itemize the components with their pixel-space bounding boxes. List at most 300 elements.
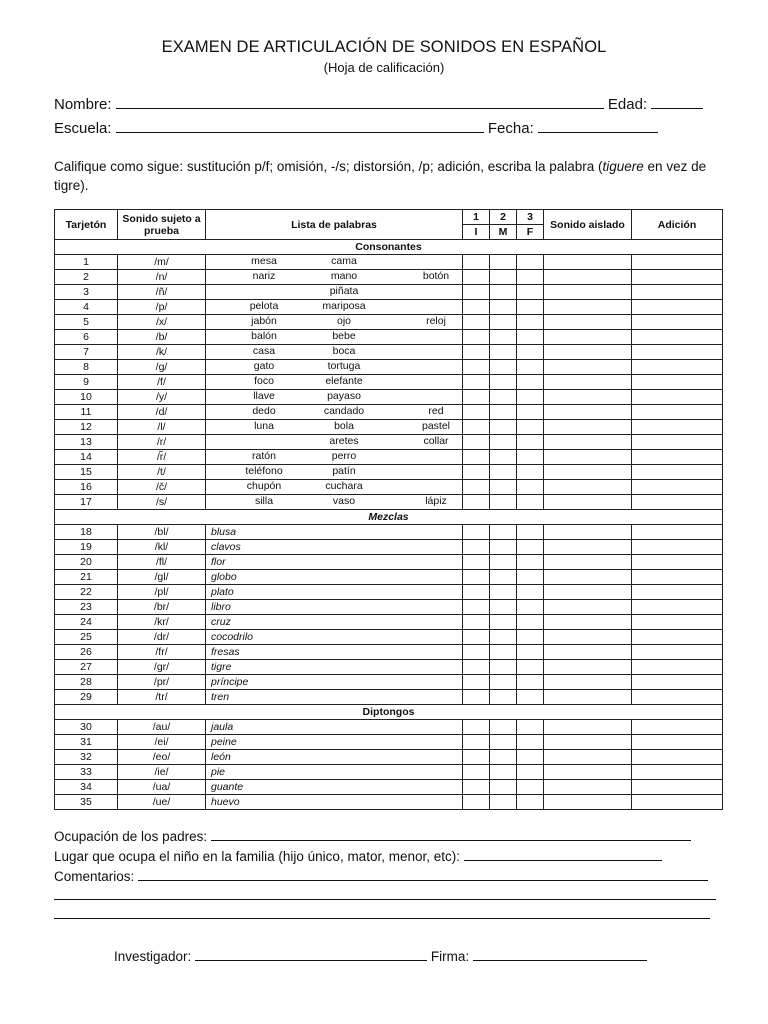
score-medial[interactable] xyxy=(490,375,517,390)
score-medial[interactable] xyxy=(490,630,517,645)
score-initial[interactable] xyxy=(463,795,490,810)
score-medial[interactable] xyxy=(490,645,517,660)
sonido-aislado-cell[interactable] xyxy=(544,600,632,615)
sound-symbol: /dr/ xyxy=(118,630,206,645)
score-medial[interactable] xyxy=(490,780,517,795)
score-medial[interactable] xyxy=(490,660,517,675)
table-row xyxy=(55,300,723,315)
score-medial[interactable] xyxy=(490,675,517,690)
score-medial[interactable] xyxy=(490,255,517,270)
score-medial[interactable] xyxy=(490,330,517,345)
tarjeton-number: 27 xyxy=(55,660,118,675)
adicion-cell[interactable] xyxy=(632,270,723,285)
table-row xyxy=(55,375,723,390)
sonido-aislado-cell[interactable] xyxy=(544,780,632,795)
tarjeton-number: 33 xyxy=(55,765,118,780)
escuela-fecha-row xyxy=(54,118,658,137)
sound-symbol: /bl/ xyxy=(118,525,206,540)
sonido-aislado-cell[interactable] xyxy=(544,765,632,780)
score-final[interactable] xyxy=(517,435,544,450)
sonido-aislado-cell[interactable] xyxy=(544,555,632,570)
word-list xyxy=(206,495,463,510)
sonido-aislado-cell[interactable] xyxy=(544,750,632,765)
score-final[interactable] xyxy=(517,720,544,735)
sonido-aislado-cell[interactable] xyxy=(544,450,632,465)
word: fresas xyxy=(211,645,240,658)
score-final[interactable] xyxy=(517,660,544,675)
table-row xyxy=(55,285,723,300)
adicion-cell[interactable] xyxy=(632,765,723,780)
adicion-cell[interactable] xyxy=(632,795,723,810)
score-final[interactable] xyxy=(517,390,544,405)
adicion-cell[interactable] xyxy=(632,315,723,330)
word: piñata xyxy=(329,285,359,297)
table-row xyxy=(55,675,723,690)
word: boca xyxy=(332,345,356,357)
tarjeton-number: 10 xyxy=(55,390,118,405)
table-row xyxy=(55,735,723,750)
word: reloj xyxy=(426,315,446,327)
score-medial[interactable] xyxy=(490,570,517,585)
adicion-cell[interactable] xyxy=(632,405,723,420)
score-initial[interactable] xyxy=(463,405,490,420)
header-tarjeton: Tarjetón xyxy=(55,210,118,240)
adicion-cell[interactable] xyxy=(632,375,723,390)
sound-symbol: /č/ xyxy=(118,480,206,495)
score-medial[interactable] xyxy=(490,585,517,600)
score-medial[interactable] xyxy=(490,270,517,285)
nombre-edad-row xyxy=(54,94,703,113)
sonido-aislado-cell[interactable] xyxy=(544,420,632,435)
score-initial[interactable] xyxy=(463,570,490,585)
score-final[interactable] xyxy=(517,750,544,765)
score-initial[interactable] xyxy=(463,435,490,450)
word-list xyxy=(206,270,463,285)
score-final[interactable] xyxy=(517,555,544,570)
word-list xyxy=(206,450,463,465)
sonido-aislado-cell[interactable] xyxy=(544,390,632,405)
word: candado xyxy=(323,405,365,417)
score-initial[interactable] xyxy=(463,330,490,345)
score-final[interactable] xyxy=(517,330,544,345)
score-final[interactable] xyxy=(517,300,544,315)
word: balón xyxy=(251,330,277,342)
score-final[interactable] xyxy=(517,315,544,330)
sound-symbol: /fl/ xyxy=(118,555,206,570)
sonido-aislado-cell[interactable] xyxy=(544,405,632,420)
score-medial[interactable] xyxy=(490,315,517,330)
score-initial[interactable] xyxy=(463,300,490,315)
sonido-aislado-cell[interactable] xyxy=(544,540,632,555)
nombre-label: Nombre: xyxy=(54,96,112,113)
score-initial[interactable] xyxy=(463,540,490,555)
adicion-cell[interactable] xyxy=(632,360,723,375)
word: huevo xyxy=(211,795,240,808)
tarjeton-number: 15 xyxy=(55,465,118,480)
score-initial[interactable] xyxy=(463,375,490,390)
sonido-aislado-cell[interactable] xyxy=(544,375,632,390)
sonido-aislado-cell[interactable] xyxy=(544,630,632,645)
sonido-aislado-cell[interactable] xyxy=(544,330,632,345)
score-final[interactable] xyxy=(517,765,544,780)
investigador-field[interactable] xyxy=(195,946,427,961)
comentarios-field[interactable] xyxy=(138,866,708,881)
table-row xyxy=(55,525,723,540)
adicion-cell[interactable] xyxy=(632,540,723,555)
score-medial[interactable] xyxy=(490,360,517,375)
score-final[interactable] xyxy=(517,255,544,270)
word-list xyxy=(206,720,463,735)
investigador-label: Investigador: xyxy=(114,949,192,964)
tarjeton-number: 29 xyxy=(55,690,118,705)
sound-symbol: /n/ xyxy=(118,270,206,285)
table-row xyxy=(55,330,723,345)
sound-symbol: /t/ xyxy=(118,465,206,480)
score-medial[interactable] xyxy=(490,420,517,435)
word-list xyxy=(206,330,463,345)
score-final[interactable] xyxy=(517,345,544,360)
comentarios-line-2[interactable] xyxy=(54,899,716,900)
tarjeton-number: 24 xyxy=(55,615,118,630)
score-medial[interactable] xyxy=(490,690,517,705)
table-row xyxy=(55,615,723,630)
score-final[interactable] xyxy=(517,735,544,750)
table-row xyxy=(55,360,723,375)
adicion-cell[interactable] xyxy=(632,345,723,360)
adicion-cell[interactable] xyxy=(632,450,723,465)
score-initial[interactable] xyxy=(463,615,490,630)
adicion-cell[interactable] xyxy=(632,495,723,510)
tarjeton-number: 4 xyxy=(55,300,118,315)
sound-symbol: /x/ xyxy=(118,315,206,330)
sound-symbol: /r̃/ xyxy=(118,450,206,465)
score-initial[interactable] xyxy=(463,585,490,600)
score-initial[interactable] xyxy=(463,360,490,375)
score-initial[interactable] xyxy=(463,720,490,735)
adicion-cell[interactable] xyxy=(632,300,723,315)
header-aislado: Sonido aislado xyxy=(544,210,632,240)
score-initial[interactable] xyxy=(463,645,490,660)
sound-symbol: /s/ xyxy=(118,495,206,510)
score-medial[interactable] xyxy=(490,525,517,540)
sonido-aislado-cell[interactable] xyxy=(544,435,632,450)
ocupacion-field[interactable] xyxy=(211,826,691,841)
score-final[interactable] xyxy=(517,615,544,630)
table-row xyxy=(55,600,723,615)
score-final[interactable] xyxy=(517,495,544,510)
sound-symbol: /pr/ xyxy=(118,675,206,690)
adicion-cell[interactable] xyxy=(632,585,723,600)
sonido-aislado-cell[interactable] xyxy=(544,495,632,510)
tarjeton-number: 32 xyxy=(55,750,118,765)
score-initial[interactable] xyxy=(463,255,490,270)
word: cama xyxy=(331,255,357,267)
section-title: Diptongos xyxy=(55,705,723,720)
adicion-cell[interactable] xyxy=(632,420,723,435)
sound-symbol: /d/ xyxy=(118,405,206,420)
sonido-aislado-cell[interactable] xyxy=(544,285,632,300)
header-col1-bottom: I xyxy=(463,225,490,240)
tarjeton-number: 17 xyxy=(55,495,118,510)
nombre-field[interactable] xyxy=(116,94,604,109)
sound-symbol: /br/ xyxy=(118,600,206,615)
score-initial[interactable] xyxy=(463,450,490,465)
score-medial[interactable] xyxy=(490,495,517,510)
score-final[interactable] xyxy=(517,270,544,285)
sonido-aislado-cell[interactable] xyxy=(544,360,632,375)
comentarios-line-3[interactable] xyxy=(54,918,710,919)
score-initial[interactable] xyxy=(463,270,490,285)
escuela-label: Escuela: xyxy=(54,120,112,137)
word-list xyxy=(206,735,463,750)
score-initial[interactable] xyxy=(463,750,490,765)
tarjeton-number: 31 xyxy=(55,735,118,750)
word: blusa xyxy=(211,525,237,538)
score-medial[interactable] xyxy=(490,795,517,810)
tarjeton-number: 13 xyxy=(55,435,118,450)
word-list xyxy=(206,360,463,375)
score-final[interactable] xyxy=(517,780,544,795)
score-initial[interactable] xyxy=(463,480,490,495)
score-final[interactable] xyxy=(517,285,544,300)
adicion-cell[interactable] xyxy=(632,255,723,270)
tarjeton-number: 35 xyxy=(55,795,118,810)
tarjeton-number: 28 xyxy=(55,675,118,690)
sonido-aislado-cell[interactable] xyxy=(544,615,632,630)
score-initial[interactable] xyxy=(463,345,490,360)
table-row xyxy=(55,645,723,660)
score-medial[interactable] xyxy=(490,540,517,555)
section-row xyxy=(55,510,723,525)
lugar-field[interactable] xyxy=(464,846,662,861)
sonido-aislado-cell[interactable] xyxy=(544,300,632,315)
score-medial[interactable] xyxy=(490,450,517,465)
edad-field[interactable] xyxy=(651,94,703,109)
escuela-field[interactable] xyxy=(116,118,484,133)
sonido-aislado-cell[interactable] xyxy=(544,675,632,690)
word: peine xyxy=(211,735,237,748)
score-final[interactable] xyxy=(517,360,544,375)
score-final[interactable] xyxy=(517,690,544,705)
word: gato xyxy=(253,360,275,372)
word: mano xyxy=(330,270,358,282)
score-final[interactable] xyxy=(517,405,544,420)
word-list xyxy=(206,690,463,705)
sound-symbol: /eo/ xyxy=(118,750,206,765)
score-final[interactable] xyxy=(517,600,544,615)
sonido-aislado-cell[interactable] xyxy=(544,585,632,600)
score-medial[interactable] xyxy=(490,480,517,495)
adicion-cell[interactable] xyxy=(632,435,723,450)
adicion-cell[interactable] xyxy=(632,330,723,345)
tarjeton-number: 34 xyxy=(55,780,118,795)
firma-field[interactable] xyxy=(473,946,647,961)
adicion-cell[interactable] xyxy=(632,390,723,405)
adicion-cell[interactable] xyxy=(632,630,723,645)
tarjeton-number: 25 xyxy=(55,630,118,645)
adicion-cell[interactable] xyxy=(632,675,723,690)
score-medial[interactable] xyxy=(490,405,517,420)
adicion-cell[interactable] xyxy=(632,720,723,735)
adicion-cell[interactable] xyxy=(632,660,723,675)
table-row xyxy=(55,450,723,465)
word: aretes xyxy=(329,435,359,447)
score-initial[interactable] xyxy=(463,555,490,570)
sonido-aislado-cell[interactable] xyxy=(544,720,632,735)
table-body xyxy=(55,240,723,810)
adicion-cell[interactable] xyxy=(632,690,723,705)
score-final[interactable] xyxy=(517,795,544,810)
sound-symbol: /l/ xyxy=(118,420,206,435)
section-row xyxy=(55,705,723,720)
score-final[interactable] xyxy=(517,450,544,465)
tarjeton-number: 26 xyxy=(55,645,118,660)
adicion-cell[interactable] xyxy=(632,465,723,480)
score-initial[interactable] xyxy=(463,315,490,330)
adicion-cell[interactable] xyxy=(632,735,723,750)
score-medial[interactable] xyxy=(490,555,517,570)
word: llave xyxy=(253,390,275,402)
score-medial[interactable] xyxy=(490,750,517,765)
sonido-aislado-cell[interactable] xyxy=(544,795,632,810)
sound-symbol: /ie/ xyxy=(118,765,206,780)
score-final[interactable] xyxy=(517,570,544,585)
adicion-cell[interactable] xyxy=(632,780,723,795)
word-list xyxy=(206,795,463,810)
score-initial[interactable] xyxy=(463,690,490,705)
adicion-cell[interactable] xyxy=(632,570,723,585)
word: tortuga xyxy=(327,360,361,372)
sonido-aislado-cell[interactable] xyxy=(544,270,632,285)
score-final[interactable] xyxy=(517,645,544,660)
score-initial[interactable] xyxy=(463,600,490,615)
header-col2-bottom: M xyxy=(490,225,517,240)
score-medial[interactable] xyxy=(490,435,517,450)
adicion-cell[interactable] xyxy=(632,600,723,615)
firma-row xyxy=(114,946,647,964)
score-medial[interactable] xyxy=(490,345,517,360)
tarjeton-number: 9 xyxy=(55,375,118,390)
table-row xyxy=(55,405,723,420)
tarjeton-number: 6 xyxy=(55,330,118,345)
ocupacion-label: Ocupación de los padres: xyxy=(54,829,208,844)
score-medial[interactable] xyxy=(490,465,517,480)
adicion-cell[interactable] xyxy=(632,645,723,660)
word-list xyxy=(206,315,463,330)
score-initial[interactable] xyxy=(463,420,490,435)
word-list xyxy=(206,420,463,435)
sonido-aislado-cell[interactable] xyxy=(544,315,632,330)
score-initial[interactable] xyxy=(463,525,490,540)
sonido-aislado-cell[interactable] xyxy=(544,570,632,585)
sonido-aislado-cell[interactable] xyxy=(544,660,632,675)
word-list xyxy=(206,750,463,765)
word-list xyxy=(206,780,463,795)
sonido-aislado-cell[interactable] xyxy=(544,735,632,750)
score-final[interactable] xyxy=(517,420,544,435)
sonido-aislado-cell[interactable] xyxy=(544,255,632,270)
score-initial[interactable] xyxy=(463,660,490,675)
table-row xyxy=(55,660,723,675)
adicion-cell[interactable] xyxy=(632,615,723,630)
score-medial[interactable] xyxy=(490,390,517,405)
score-initial[interactable] xyxy=(463,630,490,645)
word: clavos xyxy=(211,540,241,553)
word-list xyxy=(206,345,463,360)
sonido-aislado-cell[interactable] xyxy=(544,690,632,705)
tarjeton-number: 19 xyxy=(55,540,118,555)
score-final[interactable] xyxy=(517,675,544,690)
adicion-cell[interactable] xyxy=(632,555,723,570)
table-row xyxy=(55,690,723,705)
instructions-example-word: tiguere xyxy=(602,159,644,174)
word-list xyxy=(206,390,463,405)
score-final[interactable] xyxy=(517,630,544,645)
sonido-aislado-cell[interactable] xyxy=(544,645,632,660)
score-final[interactable] xyxy=(517,375,544,390)
score-medial[interactable] xyxy=(490,765,517,780)
sonido-aislado-cell[interactable] xyxy=(544,525,632,540)
table-row xyxy=(55,720,723,735)
score-final[interactable] xyxy=(517,525,544,540)
score-medial[interactable] xyxy=(490,600,517,615)
adicion-cell[interactable] xyxy=(632,285,723,300)
word: príncipe xyxy=(211,675,249,688)
score-initial[interactable] xyxy=(463,675,490,690)
tarjeton-number: 14 xyxy=(55,450,118,465)
score-initial[interactable] xyxy=(463,765,490,780)
sound-symbol: /tr/ xyxy=(118,690,206,705)
table-row xyxy=(55,390,723,405)
score-medial[interactable] xyxy=(490,285,517,300)
word-list xyxy=(206,525,463,540)
tarjeton-number: 16 xyxy=(55,480,118,495)
score-final[interactable] xyxy=(517,585,544,600)
adicion-cell[interactable] xyxy=(632,480,723,495)
table-row xyxy=(55,420,723,435)
section-title: Consonantes xyxy=(55,240,723,255)
sonido-aislado-cell[interactable] xyxy=(544,480,632,495)
word-list xyxy=(206,285,463,300)
word: foco xyxy=(254,375,274,387)
sonido-aislado-cell[interactable] xyxy=(544,465,632,480)
score-initial[interactable] xyxy=(463,390,490,405)
score-final[interactable] xyxy=(517,465,544,480)
adicion-cell[interactable] xyxy=(632,525,723,540)
score-initial[interactable] xyxy=(463,735,490,750)
table-row xyxy=(55,630,723,645)
score-final[interactable] xyxy=(517,480,544,495)
score-initial[interactable] xyxy=(463,780,490,795)
adicion-cell[interactable] xyxy=(632,750,723,765)
score-medial[interactable] xyxy=(490,300,517,315)
score-medial[interactable] xyxy=(490,615,517,630)
score-medial[interactable] xyxy=(490,735,517,750)
score-final[interactable] xyxy=(517,540,544,555)
sonido-aislado-cell[interactable] xyxy=(544,345,632,360)
score-initial[interactable] xyxy=(463,465,490,480)
comentarios-row xyxy=(54,866,708,884)
word-list xyxy=(206,600,463,615)
header-lista: Lista de palabras xyxy=(206,210,463,240)
score-medial[interactable] xyxy=(490,720,517,735)
table-row xyxy=(55,465,723,480)
fecha-field[interactable] xyxy=(538,118,658,133)
word: chupón xyxy=(246,480,282,492)
sound-symbol: /m/ xyxy=(118,255,206,270)
score-initial[interactable] xyxy=(463,285,490,300)
score-initial[interactable] xyxy=(463,495,490,510)
